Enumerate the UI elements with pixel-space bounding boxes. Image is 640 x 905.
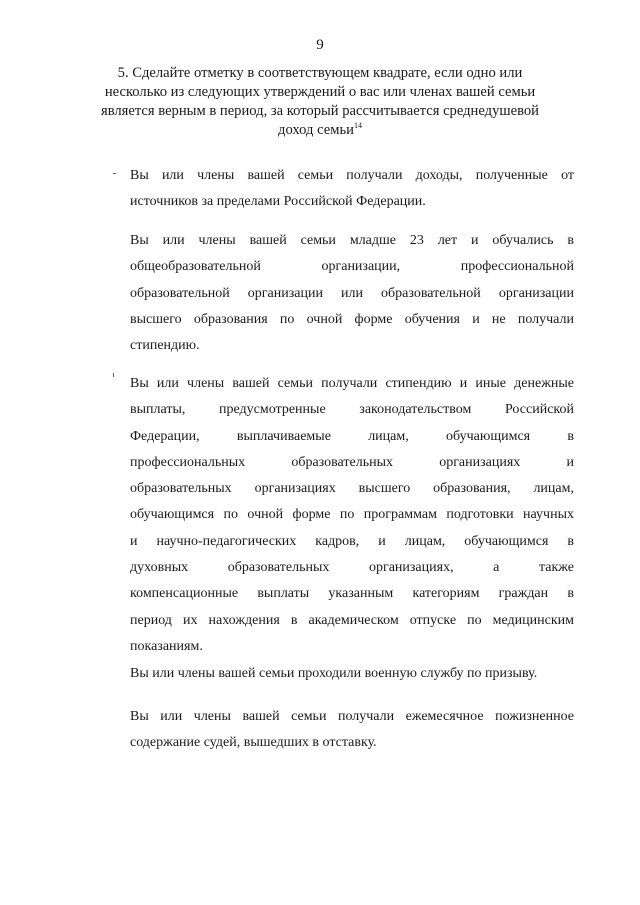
footnote-reference: 14: [353, 121, 362, 131]
statement-line: образовательной организации или образовательной организации: [130, 285, 574, 301]
heading-line: доход семьи: [278, 122, 354, 138]
statement-line: Вы или члены вашей семьи младше 23 лет и обучались в: [130, 233, 574, 248]
statement-line: общеобразовательной организации, профессиональной: [130, 259, 574, 275]
statement-line: обучающимся по очной форме по программам подготовки научных: [130, 507, 574, 523]
statement-line: Вы или члены вашей семьи получали стипендию и иные денежные: [130, 376, 574, 391]
statement-line: Вы или члены вашей семьи получали ежемесячное пожизненное: [130, 709, 574, 724]
statement-stipend: [130, 371, 574, 660]
statement-line: Вы или члены вашей семьи проходили военную службу по призыву.: [130, 666, 538, 681]
statement-line: духовных образовательных организациях, а также: [130, 560, 574, 576]
statement-line: выплаты, предусмотренные законодательством Российской: [130, 402, 574, 418]
statement-foreign-income: [130, 163, 574, 216]
statement-line: стипендию.: [130, 338, 200, 354]
statement-line: и научно-педагогических кадров, и лицам, обучающимся в: [130, 533, 574, 549]
statement-line: источников за пределами Российской Федерации.: [130, 194, 426, 210]
statement-line: Федерации, выплачиваемые лицам, обучающимся в: [130, 428, 574, 444]
statement-line: образовательных организациях высшего образования, лицам,: [130, 481, 574, 497]
statement-line: период их нахождения в академическом отпуске по медицинским: [130, 612, 574, 628]
page-number: 9: [316, 37, 324, 53]
checkbox-mark: [113, 373, 114, 377]
section-heading: [100, 64, 540, 140]
statement-line: содержание судей, вышедших в отставку.: [130, 735, 377, 751]
statement-line: Вы или члены вашей семьи получали доходы, полученные от: [130, 168, 574, 183]
statement-judge-pension: [130, 704, 574, 757]
statement-line: высшего образования по очной форме обучения и не получали: [130, 311, 574, 327]
statement-military-service: [130, 661, 574, 687]
heading-line: является верным в период, за который рассчитывается среднедушевой: [100, 103, 539, 119]
heading-line: 5. Сделайте отметку в соответствующем квадрате, если одно или: [117, 65, 523, 81]
statement-students-no-stipend: [130, 228, 574, 359]
checkbox-mark: [113, 173, 116, 174]
heading-line: несколько из следующих утверждений о вас или членах вашей семьи: [104, 84, 536, 100]
statement-line: профессиональных образовательных организациях и: [130, 454, 574, 470]
statement-line: компенсационные выплаты указанным категориям граждан в: [130, 586, 574, 602]
statement-line: показаниям.: [130, 638, 203, 654]
